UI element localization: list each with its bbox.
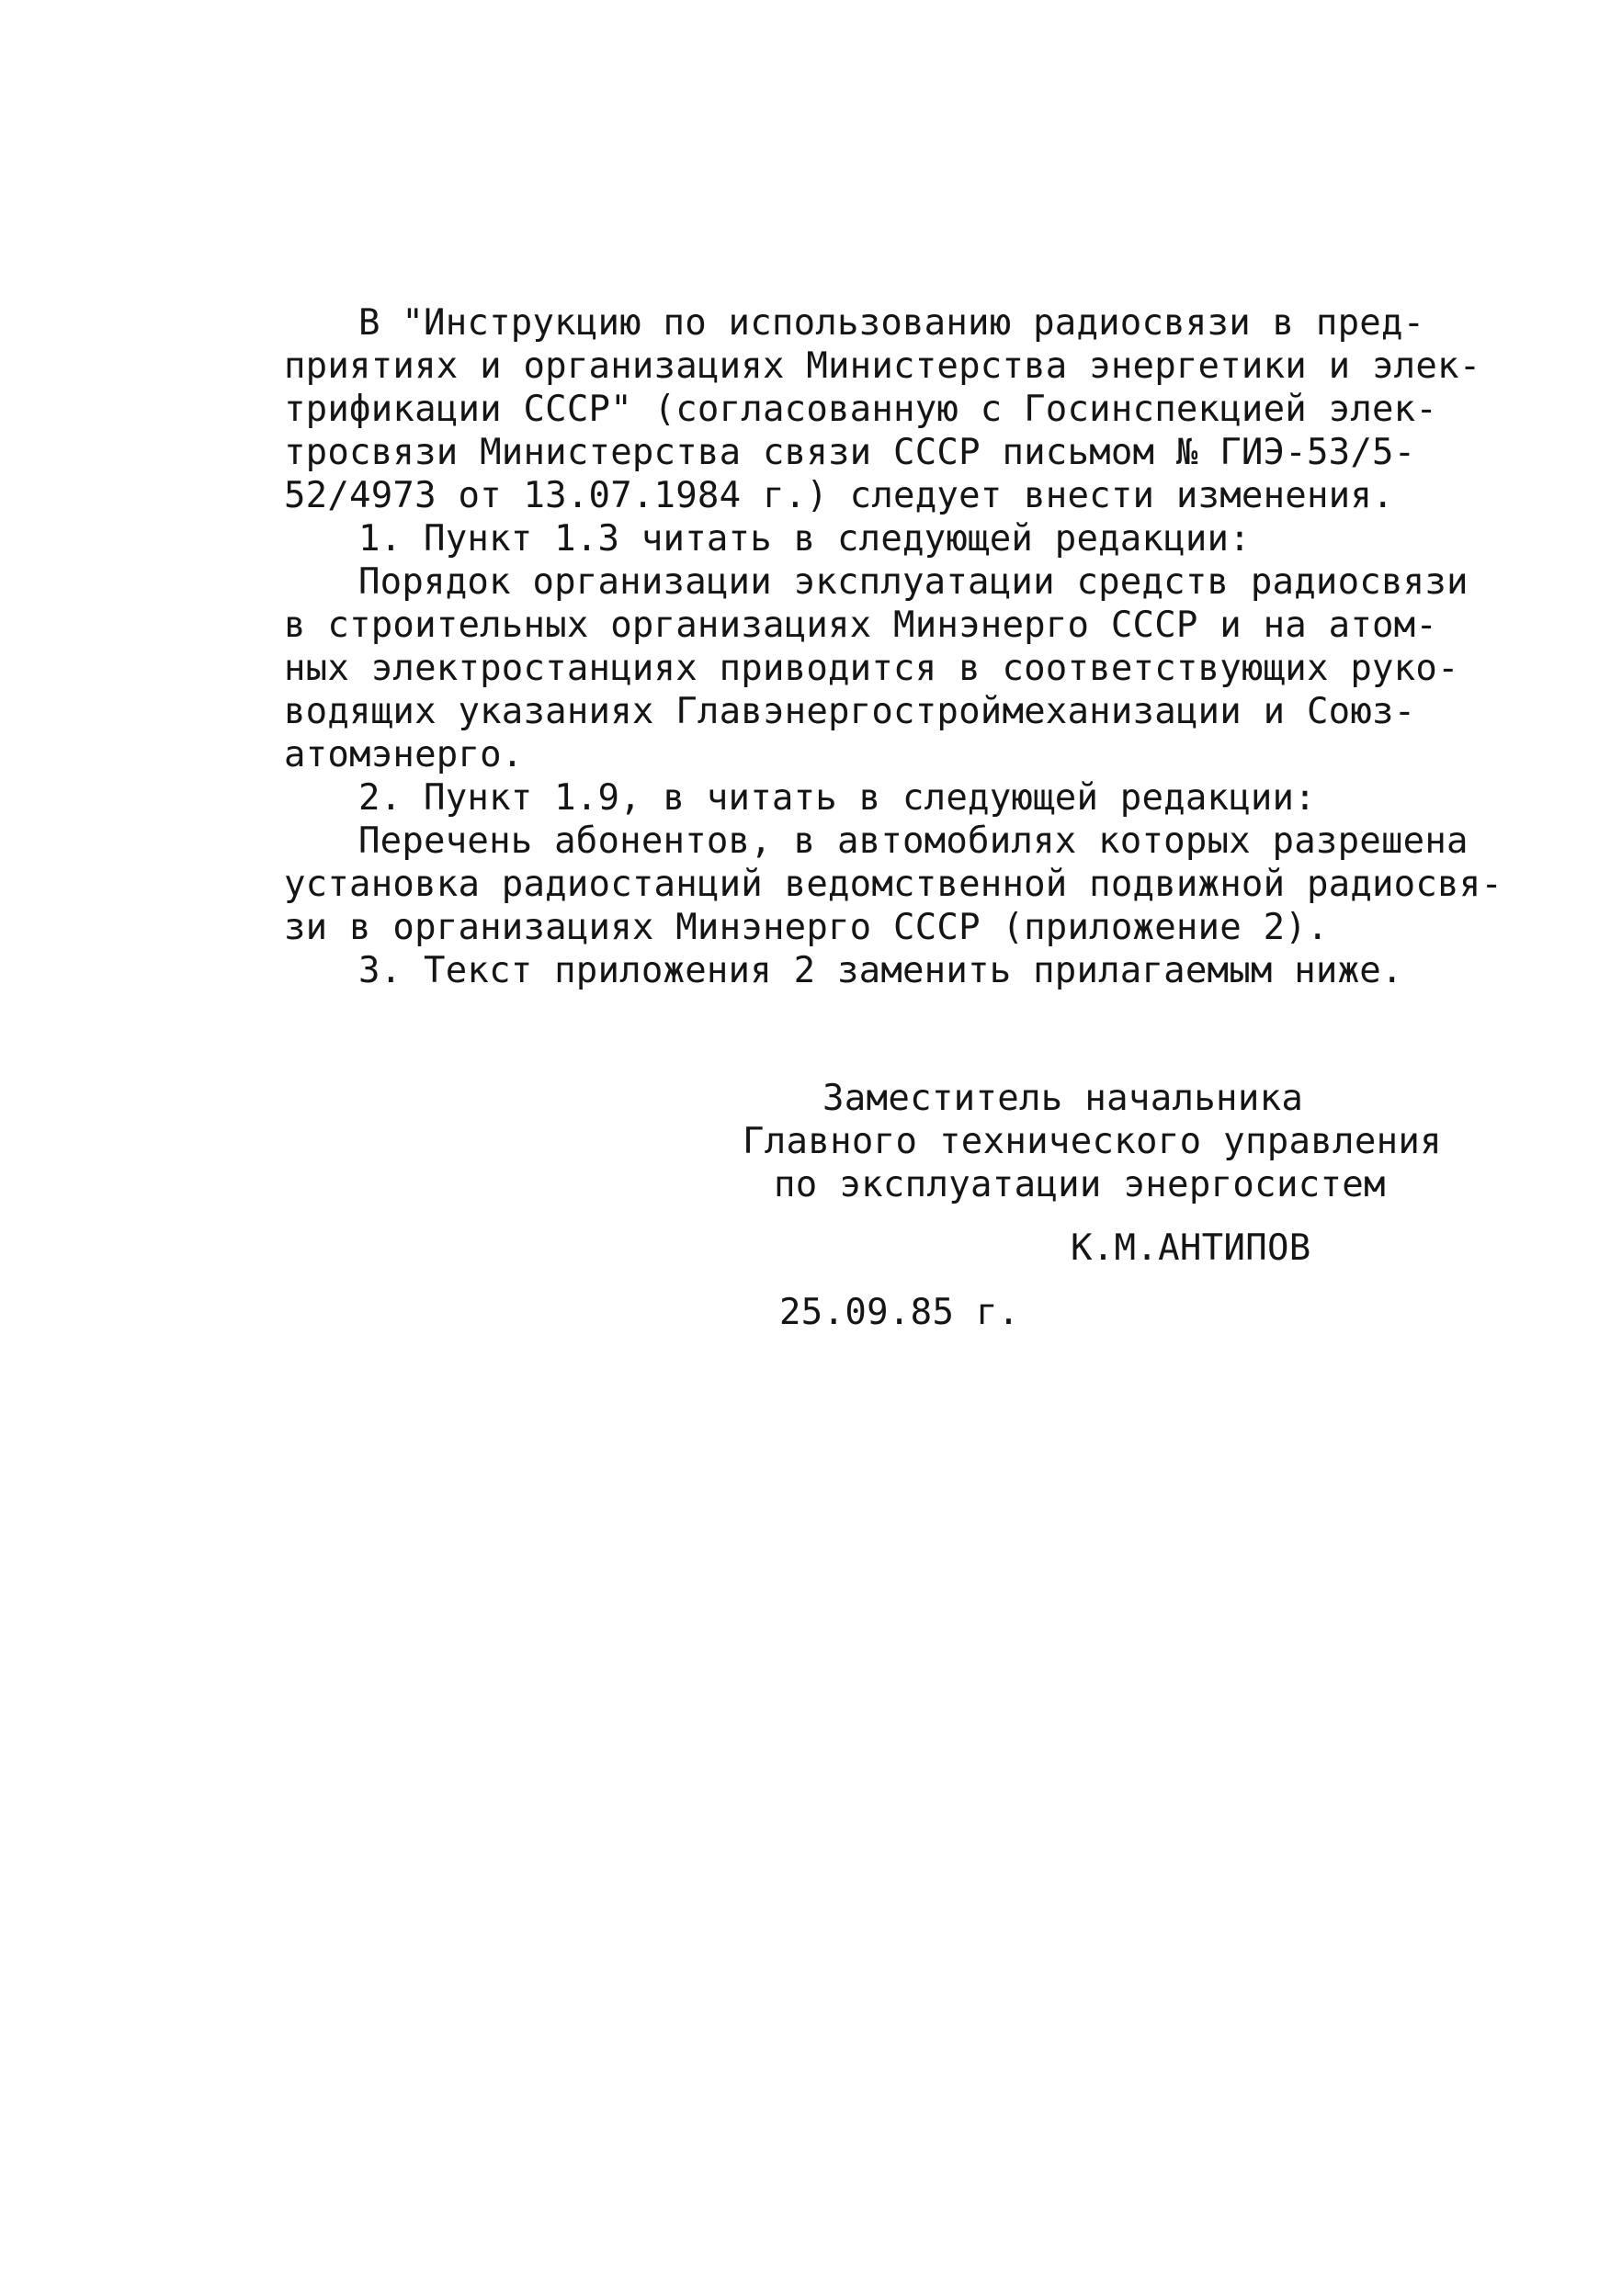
signature-date: 25.09.85 г. [779, 1292, 1020, 1333]
item1-line-3: ных электростанциях приводится в соответствующих руко- [284, 648, 1459, 689]
item2-line-2: установка радиостанций ведомственной подвижной радиосвя- [284, 864, 1503, 905]
intro-line-2: приятиях и организациях Министерства энергетики и элек- [284, 345, 1481, 387]
item1-line-1: Порядок организации эксплуатации средств радиосвязи [358, 561, 1469, 603]
signature-title-line-3: по эксплуатации энергосистем [774, 1164, 1386, 1205]
item1-line-4: водящих указаниях Главэнергостроймеханизации и Союз- [284, 691, 1416, 732]
signature-title-line-2: Главного технического управления [743, 1121, 1442, 1162]
intro-line-4: тросвязи Министерства связи СССР письмом № ГИЭ-53/5- [284, 432, 1416, 473]
intro-line-1: В "Инструкцию по использованию радиосвязи в пред- [358, 302, 1425, 344]
intro-line-3: трификации СССР" (согласованную с Госинспекцией элек- [284, 389, 1438, 430]
item1-line-5: атомэнерго. [284, 734, 524, 775]
item3-heading: 3. Текст приложения 2 заменить прилагаемым ниже. [358, 950, 1403, 991]
item2-heading: 2. Пункт 1.9, в читать в следующей редакции: [358, 777, 1316, 819]
intro-line-5: 52/4973 от 13.07.1984 г.) следует внести изменения. [284, 475, 1394, 516]
signature-title-line-1: Заместитель начальника [822, 1078, 1304, 1119]
item1-heading: 1. Пункт 1.3 читать в следующей редакции: [358, 518, 1251, 560]
item2-line-1: Перечень абонентов, в автомобилях которых разрешена [358, 820, 1469, 862]
signature-name: К.М.АНТИПОВ [1071, 1227, 1311, 1269]
item2-line-3: зи в организациях Минэнерго СССР (приложение 2). [284, 907, 1329, 948]
item1-line-2: в строительных организациях Минэнерго СССР и на атом- [284, 605, 1438, 646]
